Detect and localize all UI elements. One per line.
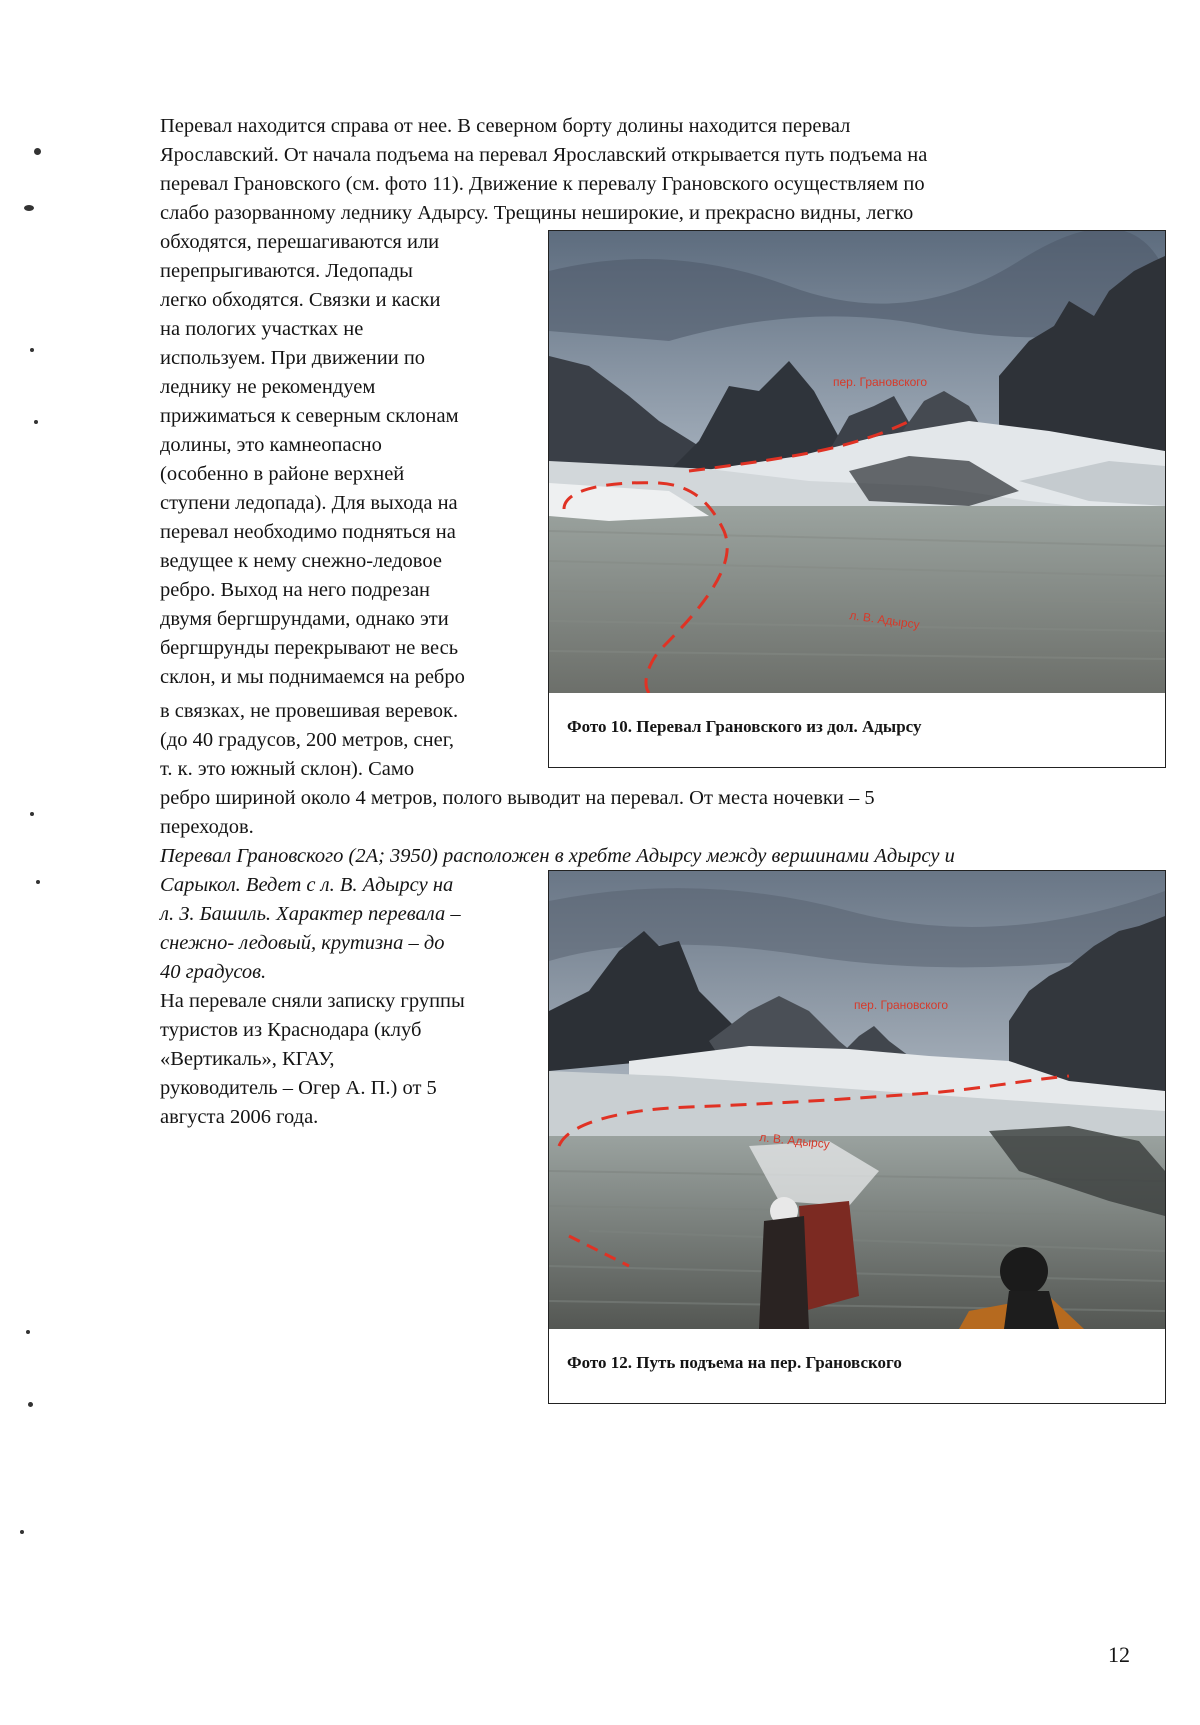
body-text-line: прижиматься к северным склонам — [160, 405, 459, 427]
scan-speck — [26, 1330, 30, 1334]
photo-12-image — [549, 871, 1165, 1329]
photo-12-figure — [548, 870, 1166, 1404]
body-text-line: Перевал находится справа от нее. В северном борту долины находится перевал — [160, 115, 851, 137]
page-number: 12 — [1108, 1642, 1130, 1667]
body-text-line: (до 40 градусов, 200 метров, снег, — [160, 729, 454, 751]
body-text-line: т. к. это южный склон). Само — [160, 758, 415, 780]
scan-speck — [20, 1530, 24, 1534]
body-text-line: ведущее к нему снежно-ледовое — [160, 550, 442, 572]
body-text-line: двумя бергшрундами, однако эти — [160, 608, 449, 630]
scan-speck — [36, 880, 40, 884]
photo-10-glacier-label: л. В. Адырсу — [848, 608, 921, 632]
note-line: туристов из Краснодара (клуб — [160, 1019, 422, 1041]
body-text-line: Ярославский. От начала подъема на перевал Ярославский открывается путь подъема на — [160, 144, 928, 166]
note-line: «Вертикаль», КГАУ, — [160, 1048, 335, 1070]
pass-description-line: л. З. Башиль. Характер перевала – — [160, 903, 461, 925]
pass-description-line: снежно- ледовый, крутизна – до — [160, 932, 445, 954]
scan-speck — [34, 148, 41, 155]
pass-description-line: 40 градусов. — [160, 961, 267, 983]
photo-10-figure — [548, 230, 1166, 768]
body-text-line: слабо разорванному леднику Адырсу. Трещины неширокие, и прекрасно видны, легко — [160, 202, 914, 224]
body-text-line: перепрыгиваются. Ледопады — [160, 260, 413, 282]
body-text-line: в связках, не провешивая веревок. — [160, 700, 459, 722]
body-text-line: переходов. — [160, 816, 254, 838]
photo-10-caption: Фото 10. Перевал Грановского из дол. Адырсу — [567, 717, 922, 736]
scan-speck — [30, 812, 34, 816]
pass-description-line: Перевал Грановского (2А; 3950) расположен в хребте Адырсу между вершинами Адырсу и — [160, 845, 955, 867]
photo-10-pass-label: пер. Грановского — [833, 375, 928, 389]
scan-speck — [28, 1402, 33, 1407]
photo-10-image — [549, 231, 1165, 693]
body-text-line: ребро шириной около 4 метров, полого выводит на перевал. От места ночевки – 5 — [160, 787, 875, 809]
body-text-line: перевал Грановского (см. фото 11). Движение к перевалу Грановского осуществляем по — [160, 173, 925, 195]
body-text-line: склон, и мы поднимаемся на ребро — [160, 666, 465, 688]
body-text-line: ступени ледопада). Для выхода на — [160, 492, 458, 514]
photo-12-caption: Фото 12. Путь подъема на пер. Грановского — [567, 1353, 902, 1372]
body-text-line: ребро. Выход на него подрезан — [160, 579, 431, 601]
pass-description-line: Сарыкол. Ведет с л. В. Адырсу на — [160, 874, 454, 896]
scan-speck — [34, 420, 38, 424]
note-line: руководитель – Огер А. П.) от 5 — [160, 1077, 437, 1099]
body-text-line: перевал необходимо подняться на — [160, 521, 456, 543]
scan-speck — [24, 205, 34, 211]
note-line: На перевале сняли записку группы — [160, 990, 465, 1012]
note-line: августа 2006 года. — [160, 1106, 319, 1128]
body-text-line: леднику не рекомендуем — [160, 376, 376, 398]
body-text-line: легко обходятся. Связки и каски — [160, 289, 441, 311]
body-text-line: бергшрунды перекрывают не весь — [160, 637, 459, 659]
body-text-line: долины, это камнеопасно — [160, 434, 382, 456]
body-text-line: используем. При движении по — [160, 347, 426, 369]
body-text-line: (особенно в районе верхней — [160, 463, 405, 485]
body-text-line: обходятся, перешагиваются или — [160, 231, 440, 253]
scan-speck — [30, 348, 34, 352]
body-text-line: на пологих участках не — [160, 318, 364, 340]
photo-12-pass-label: пер. Грановского — [854, 998, 949, 1012]
photo-12-glacier-label: л. В. Адырсу — [758, 1130, 831, 1152]
